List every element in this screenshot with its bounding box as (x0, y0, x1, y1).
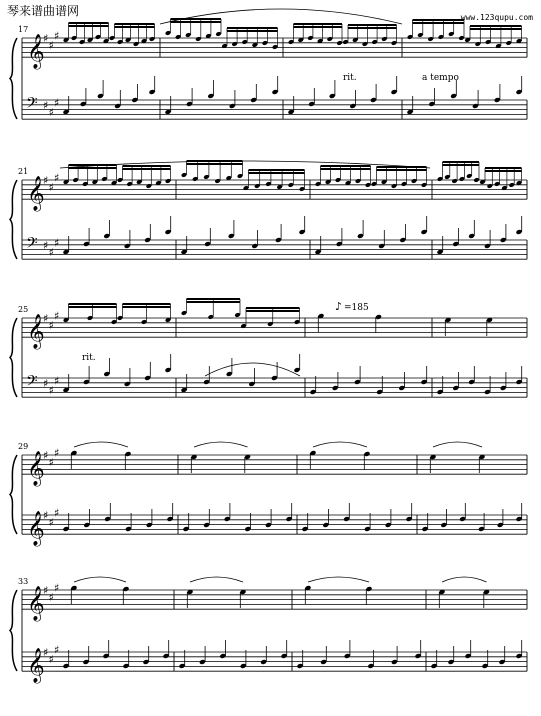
slur (190, 577, 243, 582)
treble-clef-icon: 𝄞 (27, 586, 45, 622)
bass-clef-icon: 𝄢 (26, 234, 38, 256)
sharp-icon: ♯ (48, 456, 54, 470)
sharp-icon: ♯ (54, 506, 60, 520)
sharp-icon: ♯ (48, 246, 54, 259)
brace (10, 180, 17, 259)
sharp-icon: ♯ (54, 29, 60, 43)
sharp-icon: ♯ (43, 32, 49, 45)
measure-number: 25 (18, 305, 29, 314)
slur (74, 577, 126, 582)
sharp-icon: ♯ (54, 643, 60, 657)
brace (10, 38, 17, 119)
eighth-note-icon: ♪ (335, 300, 343, 313)
sharp-icon: ♯ (54, 171, 60, 185)
slur (308, 577, 369, 582)
site-url: www.123qupu.com (460, 13, 533, 22)
bass-clef-icon: 𝄢 (26, 372, 38, 394)
tempo-marking: a tempo (422, 73, 459, 83)
sharp-icon: ♯ (54, 374, 60, 388)
sharp-icon: ♯ (43, 509, 49, 522)
sharp-icon: ♯ (43, 646, 49, 659)
sharp-icon: ♯ (54, 96, 60, 110)
tempo-marking: rit. (82, 353, 96, 363)
brace (10, 318, 17, 397)
sharp-icon: ♯ (43, 376, 49, 390)
measure-number: 33 (18, 577, 29, 586)
sharp-icon: ♯ (54, 309, 60, 323)
sharp-icon: ♯ (43, 98, 49, 112)
sharp-icon: ♯ (48, 516, 54, 530)
brace (10, 590, 17, 671)
system-4 (10, 442, 527, 547)
sharp-icon: ♯ (43, 449, 49, 462)
treble-clef-icon: 𝄞 (27, 451, 45, 487)
sharp-icon: ♯ (48, 181, 54, 195)
system-5 (10, 577, 527, 684)
bass-clef-icon: 𝄢 (26, 94, 38, 116)
treble-clef-icon: 𝄞 (27, 511, 45, 547)
tempo-marking: rit. (343, 73, 357, 83)
slur (60, 161, 430, 168)
sharp-icon: ♯ (48, 591, 54, 605)
slur (74, 442, 128, 447)
brace (10, 455, 17, 534)
sharp-icon: ♯ (48, 653, 54, 667)
sharp-icon: ♯ (43, 312, 49, 325)
system-2 (10, 161, 527, 259)
sharp-icon: ♯ (48, 384, 54, 397)
slur (442, 577, 487, 582)
sharp-icon: ♯ (54, 446, 60, 460)
tempo-marking: =185 (344, 303, 369, 313)
slur (313, 442, 367, 447)
slur (433, 442, 482, 447)
sharp-icon: ♯ (54, 236, 60, 250)
slur (194, 442, 248, 447)
sharp-icon: ♯ (43, 584, 49, 597)
treble-clef-icon: 𝄞 (27, 176, 45, 212)
sharp-icon: ♯ (48, 319, 54, 333)
site-title: 琴来谱曲谱网 (7, 4, 80, 18)
measure-number: 21 (18, 167, 29, 176)
sharp-icon: ♯ (54, 581, 60, 595)
sharp-icon: ♯ (48, 106, 54, 119)
measure-number: 17 (18, 25, 29, 34)
slur (205, 363, 300, 376)
sharp-icon: ♯ (48, 39, 54, 53)
measure-number: 29 (18, 442, 29, 451)
sharp-icon: ♯ (43, 174, 49, 187)
system-3 (10, 299, 527, 397)
treble-clef-icon: 𝄞 (27, 648, 45, 684)
sharp-icon: ♯ (43, 238, 49, 252)
treble-clef-icon: 𝄞 (27, 314, 45, 350)
treble-clef-icon: 𝄞 (27, 34, 45, 70)
system-1 (10, 9, 527, 119)
